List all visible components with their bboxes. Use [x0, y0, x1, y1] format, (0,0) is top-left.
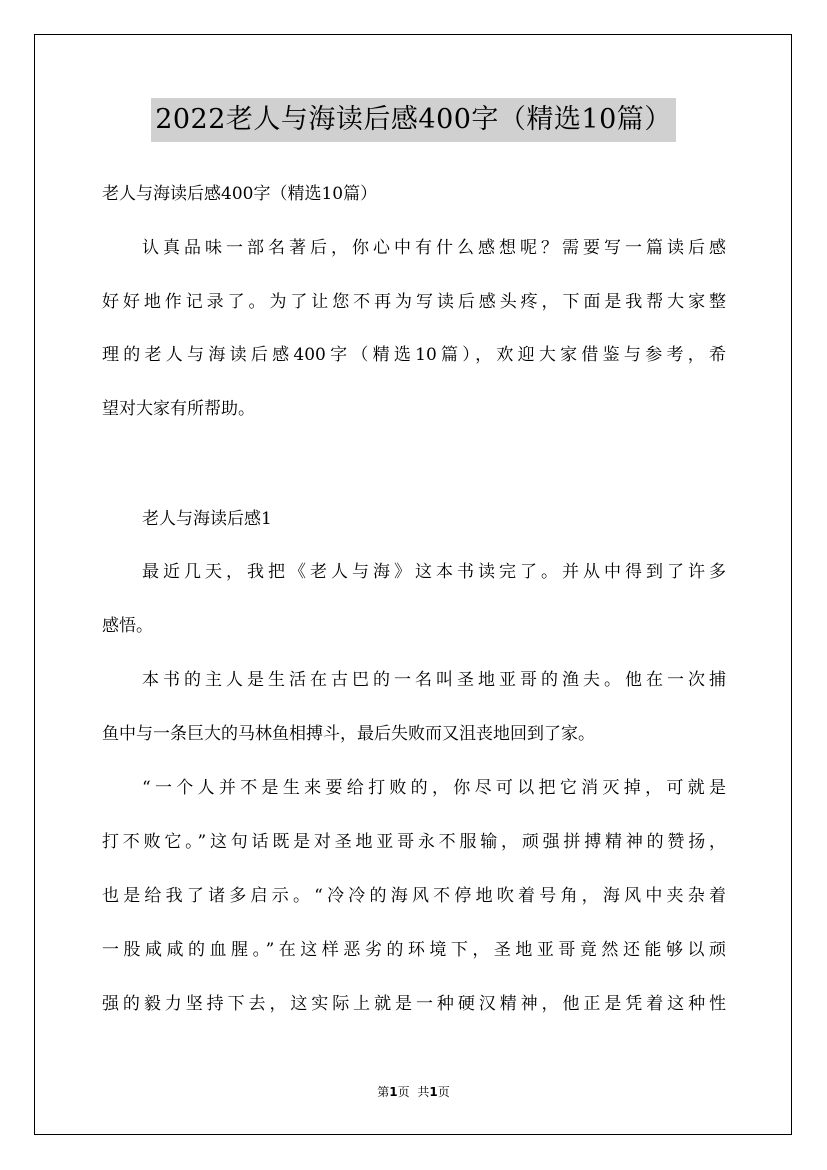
intro-line-2: 好好地作记录了。为了让您不再为写读后感头疼，下面是我帮大家整	[102, 292, 726, 312]
footer-page-prefix: 第	[377, 1085, 390, 1099]
para3-line-2: 打不败它。”这句话既是对圣地亚哥永不服输，顽强拼搏精神的赞扬，	[102, 832, 726, 852]
document-subtitle: 老人与海读后感400字（精选10篇）	[102, 184, 378, 204]
footer-total-suffix: 页	[437, 1085, 450, 1099]
para3-line-1: “一个人并不是生来要给打败的，你尽可以把它消灭掉，可就是	[142, 778, 726, 798]
para1-line-1: 最近几天，我把《老人与海》这本书读完了。并从中得到了许多	[142, 562, 726, 582]
section-heading: 老人与海读后感1	[142, 509, 272, 529]
page-footer	[0, 1084, 827, 1100]
footer-total-prefix: 共	[417, 1085, 430, 1099]
footer-total-number: 1	[429, 1085, 438, 1099]
document-title-block	[0, 98, 827, 142]
intro-line-4: 望对大家有所帮助。	[102, 399, 255, 419]
para2-line-1: 本书的主人是生活在古巴的一名叫圣地亚哥的渔夫。他在一次捕	[142, 670, 726, 690]
footer-page-suffix: 页	[397, 1085, 410, 1099]
para3-line-4: 一股咸咸的血腥。”在这样恶劣的环境下，圣地亚哥竟然还能够以顽	[102, 940, 726, 960]
intro-line-3: 理的老人与海读后感400字（精选10篇），欢迎大家借鉴与参考，希	[102, 345, 726, 365]
intro-line-1: 认真品味一部名著后，你心中有什么感想呢？需要写一篇读后感	[142, 238, 726, 258]
para2-line-2: 鱼中与一条巨大的马林鱼相搏斗，最后失败而又沮丧地回到了家。	[102, 724, 595, 744]
footer-page-number: 1	[389, 1085, 398, 1099]
para3-line-3: 也是给我了诸多启示。“冷冷的海风不停地吹着号角，海风中夹杂着	[102, 886, 726, 906]
para1-line-2: 感悟。	[102, 616, 153, 636]
document-title: 2022老人与海读后感400字（精选10篇）	[151, 98, 676, 142]
para3-line-5: 强的毅力坚持下去，这实际上就是一种硬汉精神，他正是凭着这种性	[102, 994, 726, 1014]
